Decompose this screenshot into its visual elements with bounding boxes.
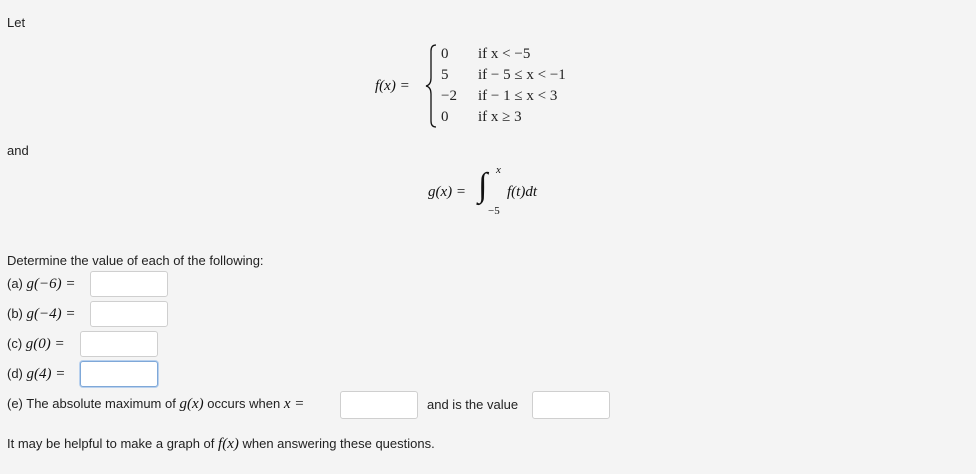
answer-c-input[interactable] <box>80 331 158 357</box>
and-label: and <box>7 143 29 158</box>
answer-e-max-input[interactable] <box>532 391 610 419</box>
f-case-condition: if − 1 ≤ x < 3 <box>478 88 558 104</box>
question-c-prefix: (c) <box>7 336 23 351</box>
question-b-expr: g(−4) = <box>26 306 76 322</box>
integral-upper-limit: x <box>496 164 501 176</box>
answer-a-input[interactable] <box>90 271 168 297</box>
answer-b-input[interactable] <box>90 301 168 327</box>
left-brace <box>425 44 439 128</box>
f-case-condition: if x ≥ 3 <box>478 109 522 125</box>
question-b <box>7 306 76 323</box>
f-case-value: 0 <box>441 46 449 62</box>
hint-fx: f(x) <box>218 436 239 452</box>
f-lhs-text: f(x) = <box>375 78 410 94</box>
question-d <box>7 366 65 383</box>
question-a <box>7 276 76 293</box>
let-label: Let <box>7 15 26 30</box>
question-e-prefix: (e) The absolute maximum of <box>7 396 176 411</box>
integral-lower-limit: −5 <box>488 205 500 217</box>
question-e-and-text: and is the value <box>427 397 519 412</box>
question-e-gx: g(x) <box>179 396 204 412</box>
question-a-prefix: (a) <box>7 276 23 291</box>
question-c-expr: g(0) = <box>25 336 65 352</box>
hint-before: It may be helpful to make a graph of <box>7 436 215 451</box>
question-d-expr: g(4) = <box>26 366 66 382</box>
f-case-condition: if x < −5 <box>478 46 531 62</box>
question-e <box>7 396 304 413</box>
f-case-condition: if − 5 ≤ x < −1 <box>478 67 566 83</box>
answer-d-input[interactable] <box>80 361 158 387</box>
hint-text <box>7 436 435 453</box>
question-e-x: x = <box>283 396 305 412</box>
question-a-expr: g(−6) = <box>26 276 76 292</box>
f-definition-lhs <box>375 78 410 95</box>
question-d-prefix: (d) <box>7 366 23 381</box>
question-c <box>7 336 65 353</box>
integral-sign: ∫ <box>478 167 488 204</box>
f-case-value: −2 <box>441 88 457 104</box>
f-case-value: 0 <box>441 109 449 125</box>
instructions-text: Determine the value of each of the following: <box>7 253 264 268</box>
hint-after: when answering these questions. <box>242 436 435 451</box>
answer-e-x-input[interactable] <box>340 391 418 419</box>
integrand: f(t)dt <box>507 184 537 200</box>
question-e-mid: occurs when <box>207 396 281 411</box>
f-case-value: 5 <box>441 67 449 83</box>
question-b-prefix: (b) <box>7 306 23 321</box>
g-definition-lhs: g(x) = <box>428 184 467 200</box>
